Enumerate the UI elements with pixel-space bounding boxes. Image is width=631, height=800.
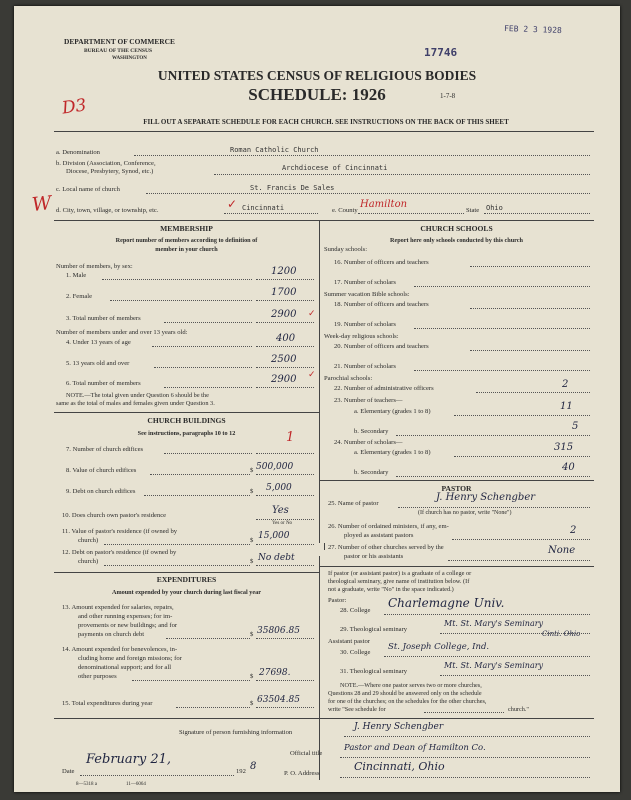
membership-note-1: NOTE.—The total given under Question 6 should be the — [66, 392, 209, 399]
pastor-note-4b: church." — [508, 706, 529, 713]
line-q6-leader — [164, 387, 252, 388]
value-q24a: 315 — [554, 442, 574, 453]
line-q5 — [256, 367, 314, 368]
label-q17: 17. Number of scholars — [334, 279, 396, 286]
label-q29: 29. Theological seminary — [340, 626, 408, 633]
label-q5: 5. 13 years old and over — [66, 360, 130, 367]
line-q22 — [476, 392, 590, 393]
value-q11: 15,000 — [258, 531, 290, 541]
value-po-address: Cincinnati, Ohio — [354, 760, 445, 773]
red-tick-q6: ✓ — [308, 369, 316, 379]
line-q24a — [454, 456, 590, 457]
value-q3: 2900 — [271, 309, 297, 320]
label-q25: 25. Name of pastor — [328, 500, 379, 507]
value-q15: 63504.85 — [257, 695, 300, 705]
value-signature: J. Henry Schengber — [354, 722, 444, 732]
value-city: Cincinnati — [242, 204, 285, 212]
value-q9: 5,000 — [266, 483, 292, 493]
label-q24b: b. Secondary — [354, 469, 389, 476]
line-q17 — [414, 286, 590, 287]
line-po-address — [340, 777, 590, 778]
line-q13 — [256, 638, 314, 639]
label-assistant-pastor: Assistant pastor — [328, 638, 370, 645]
line-q28 — [384, 614, 590, 615]
line-q5-leader — [154, 367, 252, 368]
label-q14c: denominational support; and for all — [78, 664, 172, 671]
label-q13b: and other running expenses; for im- — [78, 613, 173, 620]
label-q16: 16. Number of officers and teachers — [334, 259, 429, 266]
hint-q25: (If church has no pastor, write "None") — [418, 510, 512, 516]
label-q12a: 12. Debt on pastor's residence (if owned by — [62, 549, 177, 556]
value-q31: Mt. St. Mary's Seminary — [444, 661, 544, 670]
line-q7-leader — [164, 453, 252, 454]
form-code-1: 8—5318 a — [76, 782, 97, 787]
line-q27 — [448, 560, 590, 561]
value-division: Archdiocese of Cincinnati — [282, 164, 388, 172]
census-schedule-sheet — [14, 6, 620, 792]
line-q4-leader — [152, 346, 252, 347]
red-w-mark: W — [30, 192, 53, 216]
rule-top — [54, 131, 594, 132]
label-q23b: b. Secondary — [354, 428, 389, 435]
label-q19: 19. Number of scholars — [334, 321, 396, 328]
line-q3 — [256, 322, 314, 323]
rule-membership-bottom — [54, 412, 319, 413]
line-q9-leader — [144, 495, 250, 496]
line-q23b — [396, 435, 590, 436]
value-q23b: 5 — [572, 421, 579, 432]
line-q23a — [454, 415, 590, 416]
line-q24b — [396, 476, 590, 477]
label-q27b: pastor or his assistants — [344, 553, 404, 560]
line-q29 — [440, 633, 590, 634]
line-city — [224, 213, 318, 214]
value-q13: 35806.85 — [257, 626, 300, 636]
pastor-note-2: Questions 28 and 29 should be answered only on the schedule — [328, 690, 482, 697]
graduate-note-3: not a graduate, write "No" in the space indicated.) — [328, 586, 454, 593]
label-q23a: a. Elementary (grades 1 to 8) — [354, 408, 431, 415]
line-denomination — [134, 155, 590, 156]
label-q14b: cluding home and foreign missions; for — [78, 655, 182, 662]
line-q3-leader — [164, 322, 252, 323]
dollar-q8: $ — [250, 467, 254, 474]
form-code: 1-7-8 — [440, 92, 456, 100]
expenditures-sub: Amount expended by your church during last fiscal year — [112, 589, 261, 596]
label-summer: Summer vacation Bible schools: — [324, 291, 410, 298]
line-q7 — [256, 453, 314, 454]
line-division — [214, 174, 590, 175]
membership-note-2: same as the total of males and females given under Question 3. — [56, 400, 215, 407]
line-q1 — [256, 279, 314, 280]
rule-pastor-mid — [319, 566, 594, 567]
label-q3: 3. Total number of members — [66, 315, 141, 322]
line-q13-leader — [166, 638, 250, 639]
form-title: UNITED STATES CENSUS OF RELIGIOUS BODIES — [157, 68, 477, 83]
line-q14-leader — [132, 680, 250, 681]
rule-buildings-bottom — [54, 572, 319, 573]
label-q7: 7. Number of church edifices — [66, 446, 144, 453]
value-q10: Yes — [272, 505, 289, 516]
label-q13d: payments on church debt — [78, 631, 145, 638]
value-state: Ohio — [486, 204, 503, 212]
line-q2 — [256, 300, 314, 301]
value-q6: 2900 — [271, 374, 297, 385]
label-q9: 9. Debt on church edifices — [66, 488, 136, 495]
label-official-title: Official title — [290, 750, 323, 757]
value-year: 8 — [250, 761, 257, 772]
value-q30: St. Joseph College, Ind. — [388, 642, 490, 652]
label-q8: 8. Value of church edifices — [66, 467, 137, 474]
line-q15-leader — [176, 707, 250, 708]
line-q15 — [256, 707, 314, 708]
value-q1: 1200 — [271, 266, 297, 277]
label-local-name: c. Local name of church — [56, 186, 120, 193]
dollar-q14: $ — [250, 673, 254, 680]
dollar-q15: $ — [250, 700, 254, 707]
line-q25 — [398, 507, 590, 508]
label-q20: 20. Number of officers and teachers — [334, 343, 429, 350]
graduate-note-2: theological seminary, give name of institution below. (If — [328, 578, 470, 585]
buildings-sub: See instructions, paragraphs 10 to 12 — [137, 430, 236, 437]
label-date: Date — [62, 768, 75, 775]
value-q12: No debt — [258, 553, 295, 563]
rule-section-bottom — [54, 718, 594, 719]
line-q8 — [256, 474, 314, 475]
label-q6: 6. Total number of members — [66, 380, 141, 387]
bureau-name: BUREAU OF THE CENSUS — [84, 48, 153, 54]
line-q11 — [256, 544, 314, 545]
dollar-q12: $ — [250, 558, 254, 565]
label-sunday: Sunday schools: — [324, 246, 368, 253]
value-denomination: Roman Catholic Church — [230, 146, 319, 154]
label-q26a: 26. Number of ordained ministers, if any, em- — [328, 523, 449, 530]
label-q21: 21. Number of scholars — [334, 363, 396, 370]
value-q28: Charlemagne Univ. — [388, 596, 505, 610]
value-q14: 27698. — [259, 668, 291, 678]
line-date — [80, 775, 234, 776]
line-q4 — [256, 346, 314, 347]
buildings-heading: CHURCH BUILDINGS — [147, 416, 226, 425]
label-q18: 18. Number of officers and teachers — [334, 301, 429, 308]
value-q27: None — [548, 545, 576, 556]
value-q2: 1700 — [271, 287, 297, 298]
line-q16 — [470, 266, 590, 267]
form-number-stamp: 17746 — [424, 46, 458, 59]
membership-heading: MEMBERSHIP — [160, 224, 213, 233]
label-q11a: 11. Value of pastor's residence (if owned by — [62, 528, 178, 535]
line-q1-leader — [102, 279, 252, 280]
label-q14a: 14. Amount expended for benevolences, in- — [62, 646, 178, 653]
department-name: DEPARTMENT OF COMMERCE — [64, 37, 175, 46]
label-pastor: Pastor: — [328, 597, 347, 604]
red-tick-q3: ✓ — [308, 308, 316, 318]
line-q18 — [470, 308, 590, 309]
pastor-note-4: write "See schedule for — [328, 706, 386, 713]
label-county: e. County — [332, 207, 358, 214]
value-date: February 21, — [86, 752, 172, 767]
line-county — [358, 213, 464, 214]
instructions-banner: FILL OUT A SEPARATE SCHEDULE FOR EACH CHURCH. SEE INSTRUCTIONS ON THE BACK OF THIS SHEET — [143, 118, 509, 126]
label-age: Number of members under and over 13 years old: — [56, 329, 188, 336]
label-q22: 22. Number of administrative officers — [334, 385, 434, 392]
label-q30: 30. College — [340, 649, 371, 656]
label-q13c: provements or new buildings; and for — [78, 622, 178, 629]
schools-sub: Report here only schools conducted by this church — [390, 237, 523, 244]
label-q24: 24. Number of scholars— — [334, 439, 403, 446]
label-q12b: church) — [78, 558, 99, 565]
received-date-stamp: FEB 2 3 1928 — [503, 23, 562, 36]
label-denomination: a. Denomination — [56, 149, 100, 156]
dollar-q13: $ — [250, 631, 254, 638]
membership-sub2: member in your church — [155, 246, 218, 253]
form-code-2: 11—6064 — [126, 782, 146, 787]
graduate-note-1: If pastor (or assistant pastor) is a graduate of a college or — [328, 570, 472, 577]
label-q13a: 13. Amount expended for salaries, repairs, — [62, 604, 174, 611]
value-q22: 2 — [562, 379, 569, 390]
label-q23: 23. Number of teachers— — [334, 397, 403, 404]
line-official-title — [340, 757, 590, 758]
label-division-1: b. Division (Association, Conference, — [56, 160, 156, 167]
label-q15: 15. Total expenditures during year — [62, 700, 153, 707]
form-subtitle: SCHEDULE: 1926 — [248, 85, 386, 104]
label-q28: 28. College — [340, 607, 371, 614]
value-q7: 1 — [286, 430, 295, 445]
value-q8: 500,000 — [256, 462, 294, 472]
label-parochial: Parochial schools: — [324, 375, 373, 382]
bureau-city: WASHINGTON — [112, 56, 147, 61]
label-q24a: a. Elementary (grades 1 to 8) — [354, 449, 431, 456]
column-divider-upper — [319, 220, 320, 543]
label-q2: 2. Female — [66, 293, 93, 300]
label-year-prefix: 192 — [236, 768, 246, 775]
line-q21 — [414, 370, 590, 371]
pastor-note-3: for one of the churches; on the schedules for the other churches, — [328, 698, 487, 705]
label-by-sex: Number of members, by sex: — [56, 263, 133, 270]
line-q8-leader — [150, 474, 250, 475]
line-state — [484, 213, 590, 214]
value-local-name: St. Francis De Sales — [250, 184, 335, 192]
hint-yes-no: Yes or No — [272, 521, 293, 526]
label-division-2: Diocese, Presbytery, Synod, etc.) — [66, 168, 154, 175]
label-city: d. City, town, village, or township, etc. — [56, 207, 159, 214]
dollar-q9: $ — [250, 488, 254, 495]
value-q5: 2500 — [271, 354, 297, 365]
label-signature: Signature of person furnishing information — [179, 729, 293, 736]
label-q1: 1. Male — [66, 272, 87, 279]
line-see-schedule — [424, 712, 504, 713]
pastor-note-1: NOTE.—Where one pastor serves two or more churches, — [340, 682, 482, 689]
value-q23a: 11 — [560, 401, 573, 412]
line-q20 — [470, 350, 590, 351]
line-q2-leader — [110, 300, 252, 301]
line-signature — [344, 736, 590, 737]
label-q14d: other purposes — [78, 673, 117, 680]
label-q10: 10. Does church own pastor's residence — [62, 512, 167, 519]
line-q14 — [256, 680, 314, 681]
line-q12 — [256, 565, 314, 566]
label-q11b: church) — [78, 537, 99, 544]
label-q4: 4. Under 13 years of age — [66, 339, 131, 346]
value-official-title: Pastor and Dean of Hamilton Co. — [344, 743, 486, 753]
line-local-name — [146, 193, 590, 194]
label-weekday: Week-day religious schools: — [324, 333, 399, 340]
label-q26b: ployed as assistant pastors — [344, 532, 414, 539]
value-q4: 400 — [276, 333, 296, 344]
label-po-address: P. O. Address — [284, 770, 320, 777]
rule-schools-bottom — [319, 480, 594, 481]
red-check-mark: ✓ — [227, 197, 238, 211]
line-q6 — [256, 387, 314, 388]
value-q24b: 40 — [562, 462, 575, 473]
label-q27a: 27. Number of other churches served by the — [328, 544, 444, 551]
value-q26: 2 — [570, 525, 577, 536]
line-q12-leader — [104, 565, 250, 566]
rule-section-top — [54, 220, 594, 221]
line-q19 — [414, 328, 590, 329]
expenditures-heading: EXPENDITURES — [156, 575, 217, 584]
red-margin-mark: D3 — [60, 95, 88, 119]
line-q9 — [256, 495, 314, 496]
value-q29-city: Cinti. Ohio — [542, 630, 581, 638]
line-q26 — [452, 539, 590, 540]
value-county: Hamilton — [360, 199, 408, 210]
pastor-heading: PASTOR — [441, 484, 472, 493]
column-divider-joint — [324, 543, 325, 550]
line-q11-leader — [104, 544, 250, 545]
line-q30 — [384, 656, 590, 657]
schools-heading: CHURCH SCHOOLS — [420, 224, 493, 233]
label-q31: 31. Theological seminary — [340, 668, 408, 675]
value-q29: Mt. St. Mary's Seminary — [444, 619, 544, 628]
label-state: State — [466, 207, 480, 214]
column-divider-lower — [319, 556, 320, 780]
dollar-q11: $ — [250, 537, 254, 544]
value-q25: J. Henry Schengber — [436, 492, 536, 503]
line-q31 — [440, 675, 590, 676]
membership-sub1: Report number of members according to definition of — [115, 237, 258, 244]
